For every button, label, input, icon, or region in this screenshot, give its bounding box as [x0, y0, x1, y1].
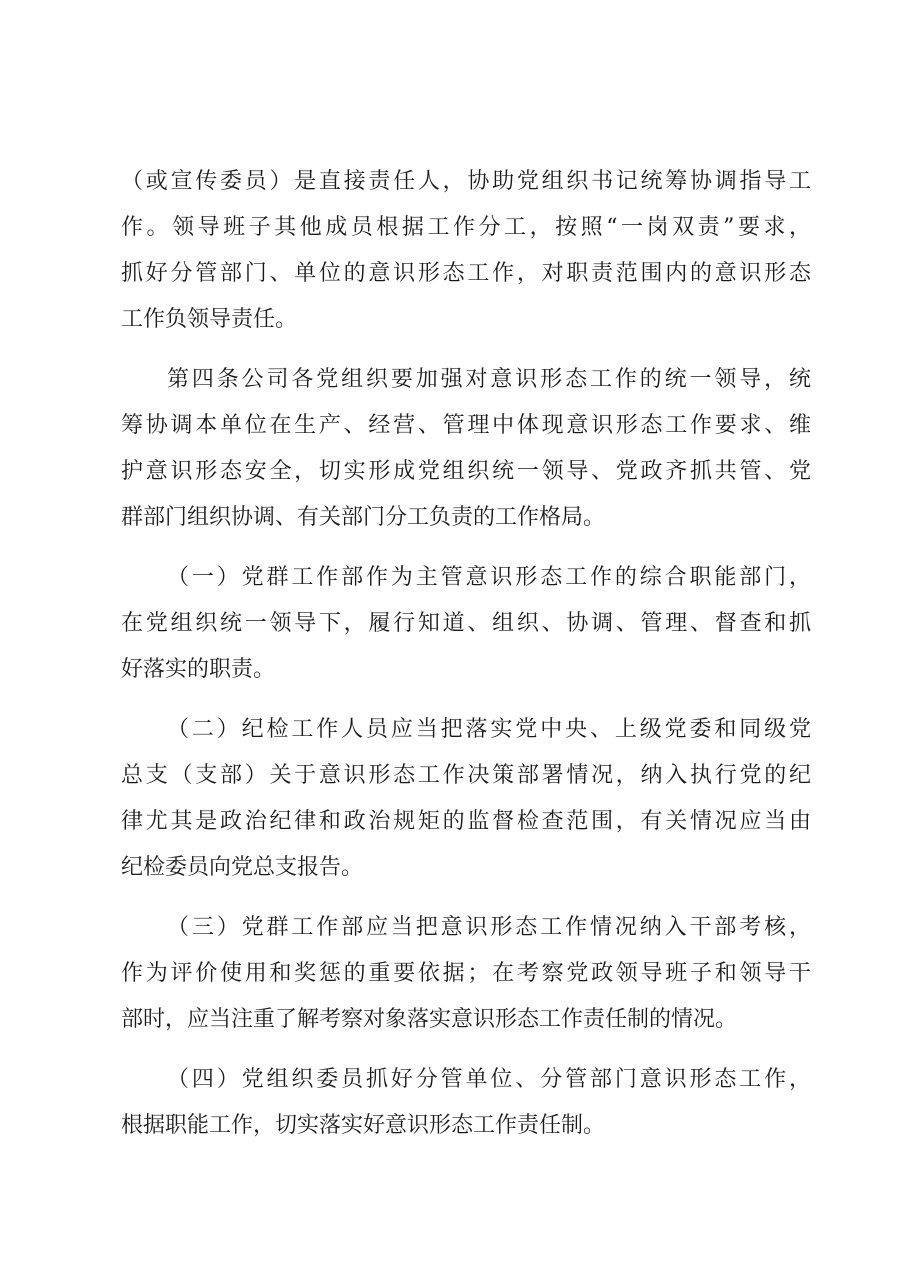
text-line: 纪检委员向党总支报告。	[121, 855, 364, 880]
paragraph	[121, 357, 811, 541]
paragraph	[121, 159, 811, 343]
paragraph	[121, 555, 811, 693]
text-line: 护意识形态安全，切实形成党组织统一领导、党政齐抓共管、党	[121, 459, 811, 484]
text-line: （三）党群工作部应当把意识形态工作情况纳入干部考核，	[167, 915, 811, 940]
text-line: （四）党组织委员抓好分管单位、分管部门意识形态工作，	[167, 1067, 811, 1092]
text-line: 在党组织统一领导下，履行知道、组织、协调、管理、督查和抓	[121, 611, 811, 636]
text-line: 作。领导班子其他成员根据工作分工，按照“一岗双责”要求，	[121, 215, 811, 240]
text-line: 部时，应当注重了解考察对象落实意识形态工作责任制的情况。	[121, 1007, 738, 1032]
text-line: （或宣传委员）是直接责任人，协助党组织书记统筹协调指导工	[121, 169, 811, 194]
text-line: （二）纪检工作人员应当把落实党中央、上级党委和同级党	[167, 717, 811, 742]
paragraph	[121, 707, 811, 891]
document-body	[121, 159, 811, 1149]
text-line: 工作负领导责任。	[121, 307, 298, 332]
text-line: 抓好分管部门、单位的意识形态工作，对职责范围内的意识形态	[121, 261, 811, 286]
paragraph	[121, 1057, 811, 1149]
paragraph	[121, 905, 811, 1043]
text-line: 律尤其是政治纪律和政治规矩的监督检查范围，有关情况应当由	[121, 809, 811, 834]
text-line: （一）党群工作部作为主管意识形态工作的综合职能部门，	[167, 565, 811, 590]
text-line: 筹协调本单位在生产、经营、管理中体现意识形态工作要求、维	[121, 413, 811, 438]
text-line: 作为评价使用和奖惩的重要依据；在考察党政领导班子和领导干	[121, 961, 811, 986]
text-line: 总支（支部）关于意识形态工作决策部署情况，纳入执行党的纪	[121, 763, 811, 788]
text-line: 第四条公司各党组织要加强对意识形态工作的统一领导，统	[167, 367, 811, 392]
text-line: 好落实的职责。	[121, 657, 276, 682]
text-line: 群部门组织协调、有关部门分工负责的工作格局。	[121, 505, 606, 530]
text-line: 根据职能工作，切实落实好意识形态工作责任制。	[121, 1113, 606, 1138]
